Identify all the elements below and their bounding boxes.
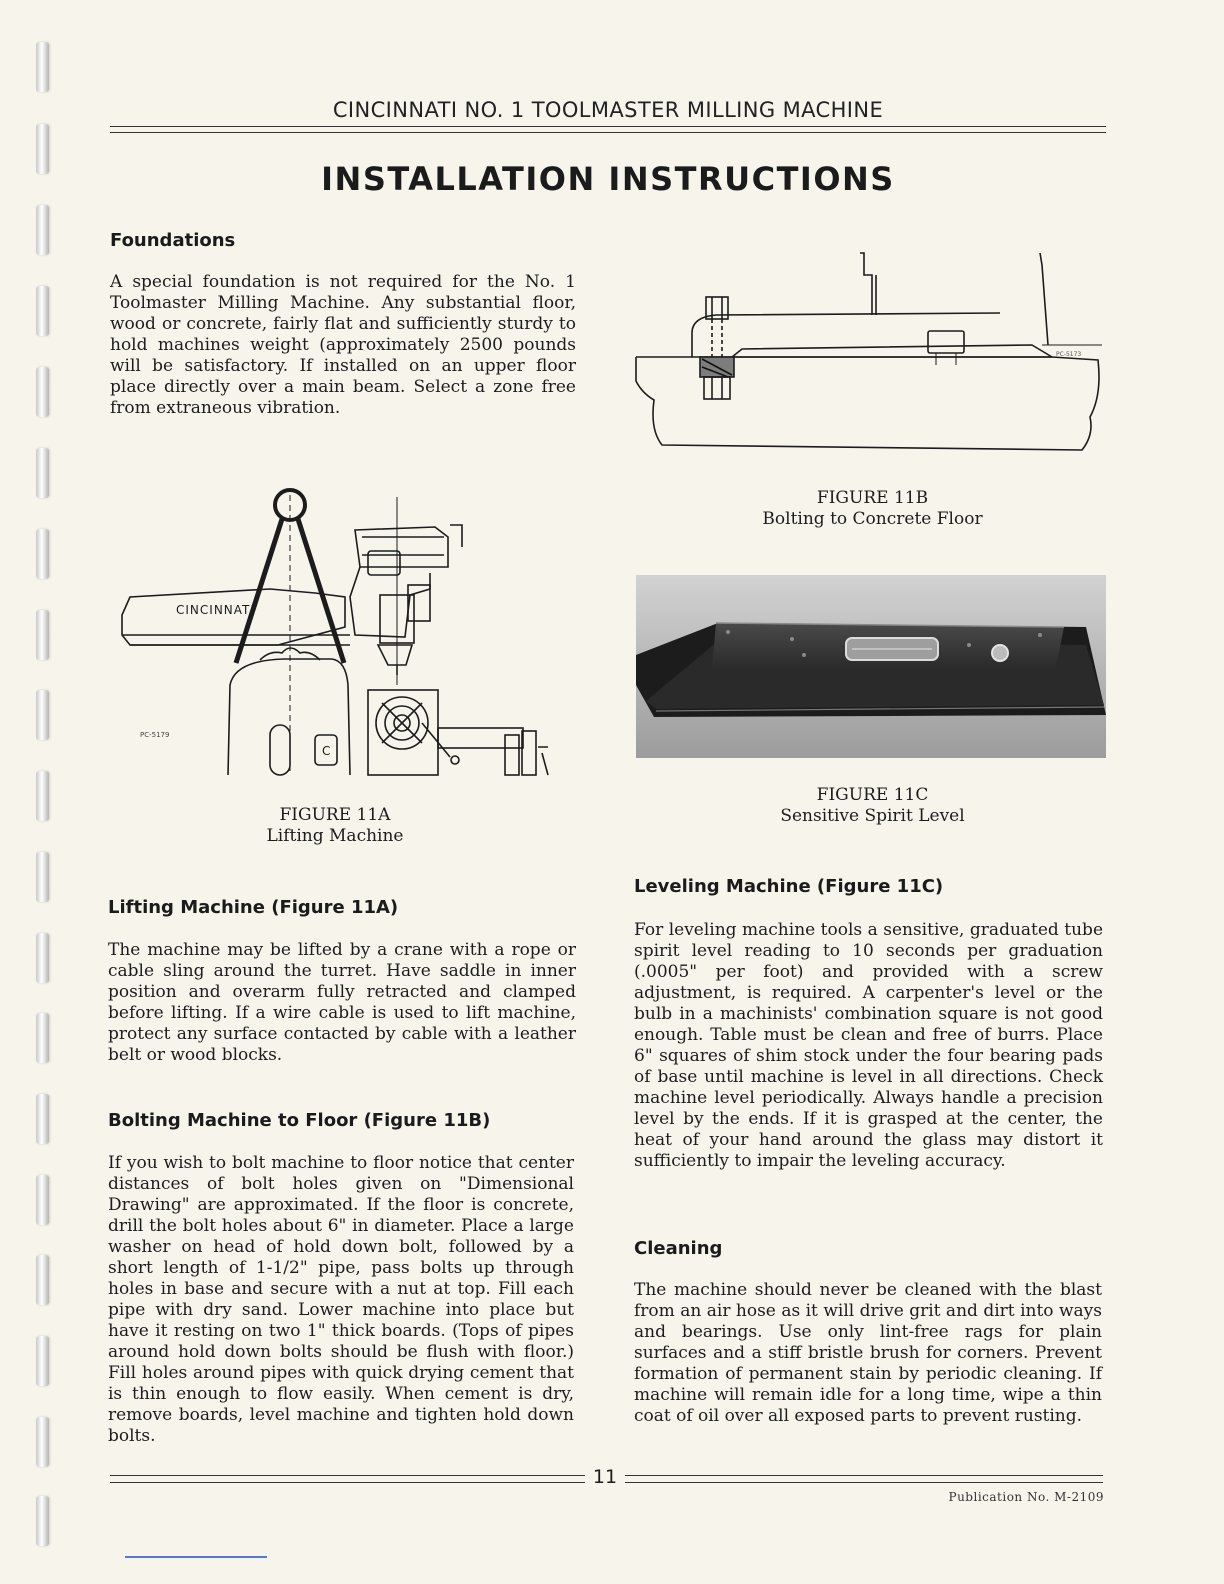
figure-label: FIGURE 11B (816, 488, 929, 508)
running-title: CINCINNATI NO. 1 TOOLMASTER MILLING MACHINE (332, 98, 884, 122)
binding-ring (36, 1336, 49, 1386)
binding-ring (36, 1094, 49, 1144)
binding-ring (36, 771, 49, 821)
spiral-binding (36, 0, 52, 1584)
footer-rule (625, 1475, 1103, 1483)
binding-ring (36, 42, 49, 92)
binding-ring (36, 124, 49, 174)
section-heading-lifting: Lifting Machine (Figure 11A) (108, 897, 399, 918)
figure-label: FIGURE 11C (816, 785, 929, 805)
binding-ring (36, 367, 49, 417)
figure-caption: Bolting to Concrete Floor (762, 509, 983, 529)
binding-ring (36, 690, 49, 740)
section-heading-bolting: Bolting Machine to Floor (Figure 11B) (108, 1110, 491, 1131)
binding-ring (36, 933, 49, 983)
figure-caption: Lifting Machine (266, 826, 404, 846)
page-number: 11 (592, 1466, 618, 1488)
page-title: INSTALLATION INSTRUCTIONS (321, 160, 895, 198)
figure-art-code: PC-5173 (1056, 351, 1082, 358)
binding-ring (36, 1013, 49, 1063)
binding-ring (36, 852, 49, 902)
spirit-level-illustration (636, 575, 1106, 758)
binding-ring (36, 205, 49, 255)
figure-brand-text: CINCINNATI (176, 603, 255, 617)
figure-caption: Sensitive Spirit Level (780, 806, 965, 826)
binding-ring (36, 286, 49, 336)
binding-ring (36, 1255, 49, 1305)
figure-11a-caption (180, 805, 490, 847)
leveling-text: For leveling machine tools a sensitive, graduated tube spirit level reading to 10 seconds per graduation (.0005" per foot) and provided with a screw adjustment, is required. A carpenter's level or the bulb in a machinists' combination square is not good enough. Table must be clean and free of burrs. Place 6" squares of shim stock under the four bearing pads of base until machine is level in all directions. Check machine level periodically. Always handle a precision level by the ends. If it is grasped at the center, the heat of your hand around the glass may distort it sufficiently to impair the leveling accuracy. (634, 920, 1103, 1171)
binding-ring (36, 448, 49, 498)
figure-11b-caption (720, 488, 1025, 530)
header-rule (110, 132, 1106, 133)
footer-rule (110, 1475, 585, 1483)
header-rule (110, 126, 1106, 127)
section-heading-cleaning: Cleaning (634, 1238, 723, 1259)
binding-ring (36, 1417, 49, 1467)
binding-ring (36, 529, 49, 579)
binding-ring (36, 1496, 49, 1546)
figure-11b-bolting-diagram (632, 245, 1108, 465)
foundations-text: A special foundation is not required for the No. 1 Toolmaster Milling Machine. Any substantial floor, wood or concrete, fairly flat and sufficiently sturdy to hold machines weight (approximately 2500 pounds will be satisfactory. If installed on an upper floor place directly over a main beam. Select a zone free from extraneous vibration. (110, 272, 576, 418)
lifting-text: The machine may be lifted by a crane with a rope or cable sling around the turret. Have saddle in inner position and overarm fully retracted and clamped before lifting. If a wire cable is used to lift machine, protect any surface contacted by cable with a leather belt or wood blocks. (108, 940, 576, 1065)
svg-text:C: C (322, 744, 331, 758)
figure-label: FIGURE 11A (279, 805, 391, 825)
cleaning-text: The machine should never be cleaned with the blast from an air hose as it will drive grit and dirt into ways and bearings. Use only lint-free rags for plain surfaces and a stiff bristle brush for corners. Prevent formation of permanent stain by periodic cleaning. If machine will remain idle for a long time, wipe a thin coat of oil over all exposed parts to prevent rusting. (634, 1280, 1102, 1426)
figure-11c-spirit-level-photo (636, 575, 1106, 758)
scan-mark (125, 1556, 267, 1558)
bolting-text: If you wish to bolt machine to floor notice that center distances of bolt holes given on "Dimensional Drawing" are approximated. If the floor is concrete, drill the bolt holes about 6" in diameter. Place a large washer on head of hold down bolt, followed by a short length of 1-1/2" pipe, pass bolts up through holes in base and secure with a nut at top. Fill each pipe with dry sand. Lower machine into place but have it resting on two 1" thick boards. (Tops of pipes around hold down bolts should be flush with floor.) Fill holes around pipes with quick drying cement that is thin enough to flow easily. When cement is dry, remove boards, level machine and tighten hold down bolts. (108, 1153, 574, 1446)
figure-11c-caption (720, 785, 1025, 827)
section-heading-foundations: Foundations (110, 230, 236, 251)
figure-art-code: PC-5179 (140, 731, 170, 739)
section-heading-leveling: Leveling Machine (Figure 11C) (634, 876, 944, 897)
publication-number: Publication No. M-2109 (948, 1490, 1104, 1504)
binding-ring (36, 1175, 49, 1225)
figure-11a-lifting-machine (110, 485, 560, 780)
binding-ring (36, 610, 49, 660)
